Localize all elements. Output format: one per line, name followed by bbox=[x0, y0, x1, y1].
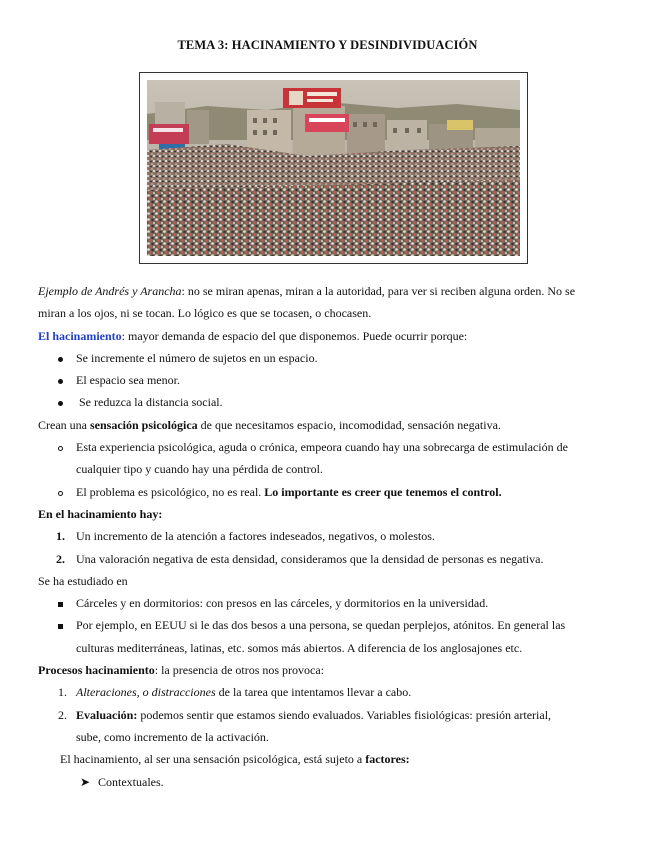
bullet-icon bbox=[58, 369, 63, 391]
list-item-continuation: culturas mediterráneas, latinas, etc. somos más abiertos. A diferencia de los anglosajones etc. bbox=[76, 640, 523, 655]
circle-bullet-icon bbox=[58, 436, 63, 458]
document-body bbox=[38, 280, 618, 793]
section-heading: En el hacinamiento hay: bbox=[38, 506, 163, 521]
crowd-photo bbox=[147, 80, 520, 256]
procesos-paragraph: Procesos hacinamiento: la presencia de otros nos provoca: bbox=[38, 663, 325, 678]
list-item: El espacio sea menor. bbox=[38, 369, 618, 391]
list-item: El problema es psicológico, no es real. Lo importante es creer que tenemos el control. bbox=[38, 481, 618, 503]
bullet-icon bbox=[58, 347, 63, 369]
circle-bullet-icon bbox=[58, 481, 63, 503]
list-item: ➤ Contextuales. bbox=[38, 771, 618, 793]
hacinamiento-term: El hacinamiento bbox=[38, 328, 122, 343]
arrow-bullet-icon: ➤ bbox=[80, 774, 91, 789]
item-number: 1. bbox=[56, 529, 65, 544]
intro-line-2: miran a los ojos, ni se tocan. Lo lógico es que se tocasen, o chocasen. bbox=[38, 306, 372, 321]
item-number: 1. bbox=[58, 685, 67, 700]
list-item: Se reduzca la distancia social. bbox=[38, 391, 618, 413]
page-title: TEMA 3: HACINAMIENTO Y DESINDIVIDUACIÓN bbox=[177, 38, 478, 52]
list-item: 2. Una valoración negativa de esta densidad, consideramos que la densidad de personas es negativa. bbox=[38, 548, 618, 570]
list-item: 2. Evaluación: podemos sentir que estamos siendo evaluados. Variables fisiológicas: presión arterial, bbox=[38, 704, 618, 726]
intro-rest: : no se miran apenas, miran a la autoridad, para ver si reciben alguna orden. No se bbox=[181, 284, 576, 298]
list-item: Se incremente el número de sujetos en un espacio. bbox=[38, 347, 618, 369]
list-item: 1. Alteraciones, o distracciones de la tarea que intentamos llevar a cabo. bbox=[38, 681, 618, 703]
item-number: 2. bbox=[58, 707, 67, 722]
factores-paragraph: El hacinamiento, al ser una sensación psicológica, está sujeto a factores: bbox=[60, 752, 410, 767]
bullet-icon bbox=[58, 391, 63, 413]
estudiado-heading: Se ha estudiado en bbox=[38, 573, 128, 588]
hacinamiento-rest: : mayor demanda de espacio del que disponemos. Puede ocurrir porque: bbox=[121, 328, 468, 343]
intro-paragraph bbox=[38, 280, 618, 302]
square-bullet-icon bbox=[58, 614, 63, 636]
sensacion-paragraph: Crean una sensación psicológica de que necesitamos espacio, incomodidad, sensación negativa. bbox=[38, 417, 501, 432]
intro-italic: Ejemplo de Andrés y Arancha bbox=[38, 284, 182, 298]
list-item-continuation: sube, como incremento de la activación. bbox=[76, 729, 269, 744]
list-item-continuation: cualquier tipo y cuando hay una pérdida de control. bbox=[76, 462, 323, 477]
list-item: Cárceles y en dormitorios: con presos en las cárceles, y dormitorios en la universidad. bbox=[38, 592, 618, 614]
photo-frame bbox=[139, 72, 528, 264]
list-item: Por ejemplo, en EEUU si le das dos besos a una persona, se quedan perplejos, atónitos. En general las bbox=[38, 614, 618, 636]
list-item: Esta experiencia psicológica, aguda o crónica, empeora cuando hay una sobrecarga de estimulación de bbox=[38, 436, 618, 458]
hacinamiento-definition bbox=[38, 325, 618, 347]
list-item: 1. Un incremento de la atención a factores indeseados, negativos, o molestos. bbox=[38, 525, 618, 547]
item-number: 2. bbox=[56, 551, 65, 566]
square-bullet-icon bbox=[58, 592, 63, 614]
